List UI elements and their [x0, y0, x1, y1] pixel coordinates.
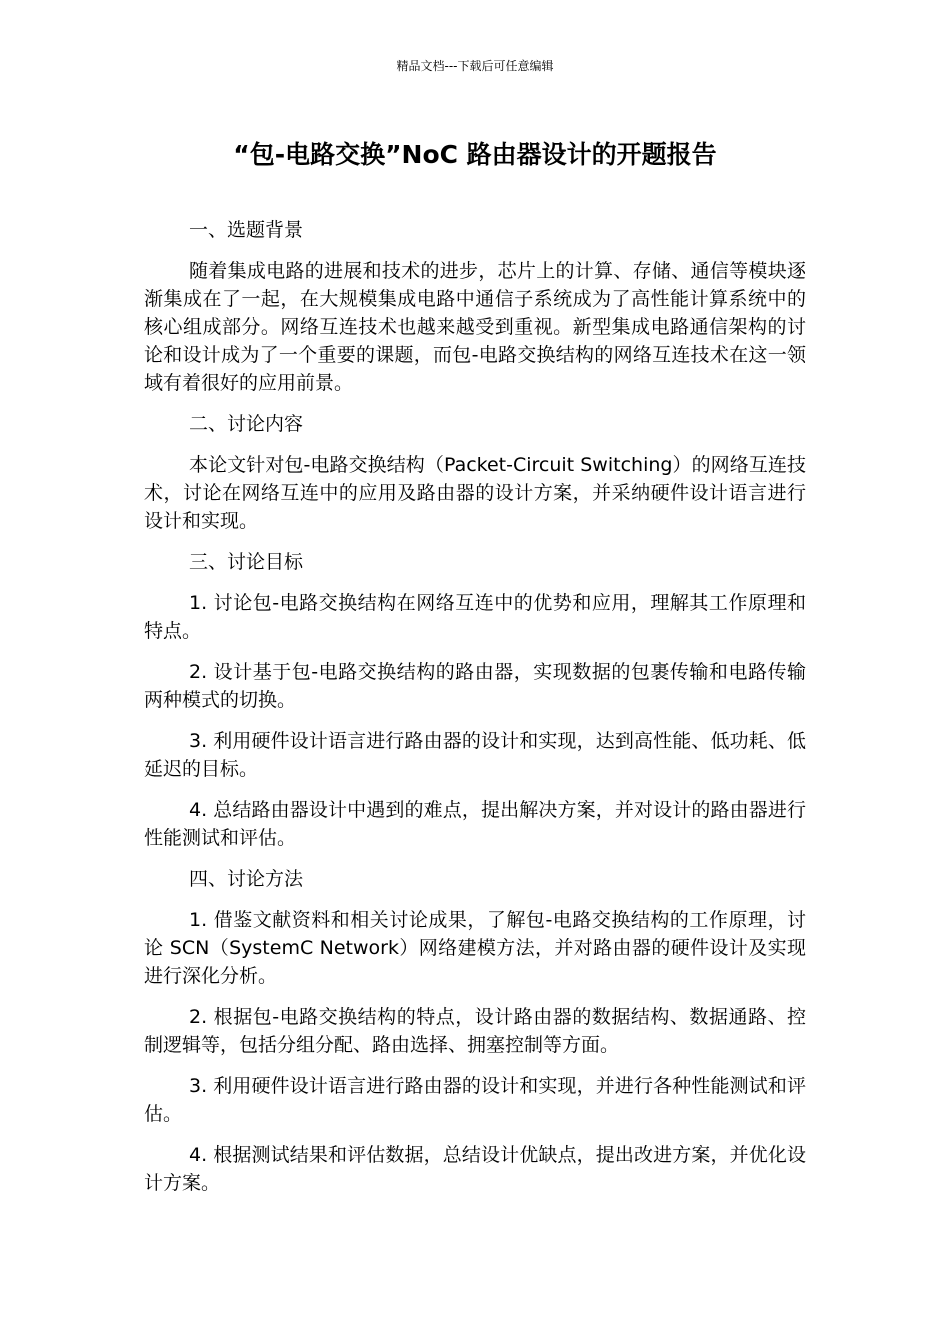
goal-item-1: 1. 讨论包-电路交换结构在网络互连中的优势和应用，理解其工作原理和特点。 — [144, 592, 806, 642]
method-item-1: 1. 借鉴文献资料和相关讨论成果，了解包-电路交换结构的工作原理，讨论 SCN（SystemC Network）网络建模方法，并对路由器的硬件设计及实现进行深化分析。 — [144, 909, 806, 987]
goal-item-4: 4. 总结路由器设计中遇到的难点，提出解决方案，并对设计的路由器进行性能测试和评估。 — [144, 799, 806, 849]
document-body — [144, 216, 806, 1210]
method-item-2: 2. 根据包-电路交换结构的特点，设计路由器的数据结构、数据通路、控制逻辑等，包括分组分配、路由选择、拥塞控制等方面。 — [144, 1006, 806, 1056]
goal-item-2: 2. 设计基于包-电路交换结构的路由器，实现数据的包裹传输和电路传输两种模式的切换。 — [144, 661, 806, 711]
goal-item-3: 3. 利用硬件设计语言进行路由器的设计和实现，达到高性能、低功耗、低延迟的目标。 — [144, 730, 806, 780]
section-heading-background: 一、选题背景 — [189, 219, 304, 241]
section-heading-methods: 四、讨论方法 — [189, 868, 304, 890]
paragraph-content: 本论文针对包-电路交换结构（Packet-Circuit Switching）的网络互连技术，讨论在网络互连中的应用及路由器的设计方案，并采纳硬件设计语言进行设计和实现。 — [144, 454, 806, 532]
header-note: 精品文档---下载后可任意编辑 — [396, 59, 554, 73]
method-item-4: 4. 根据测试结果和评估数据，总结设计优缺点，提出改进方案，并优化设计方案。 — [144, 1144, 806, 1194]
paragraph-background: 随着集成电路的进展和技术的进步，芯片上的计算、存储、通信等模块逐渐集成在了一起，在大规模集成电路中通信子系统成为了高性能计算系统中的核心组成部分。网络互连技术也越来越受到重视。新型集成电路通信架构的讨论和设计成为了一个重要的课题，而包-电路交换结构的网络互连技术在这一领域有着很好的应用前景。 — [144, 260, 806, 394]
method-item-3: 3. 利用硬件设计语言进行路由器的设计和实现，并进行各种性能测试和评估。 — [144, 1075, 806, 1125]
document-title: “包-电路交换”NoC 路由器设计的开题报告 — [233, 140, 717, 169]
section-heading-content: 二、讨论内容 — [189, 413, 304, 435]
section-heading-goals: 三、讨论目标 — [189, 551, 304, 573]
